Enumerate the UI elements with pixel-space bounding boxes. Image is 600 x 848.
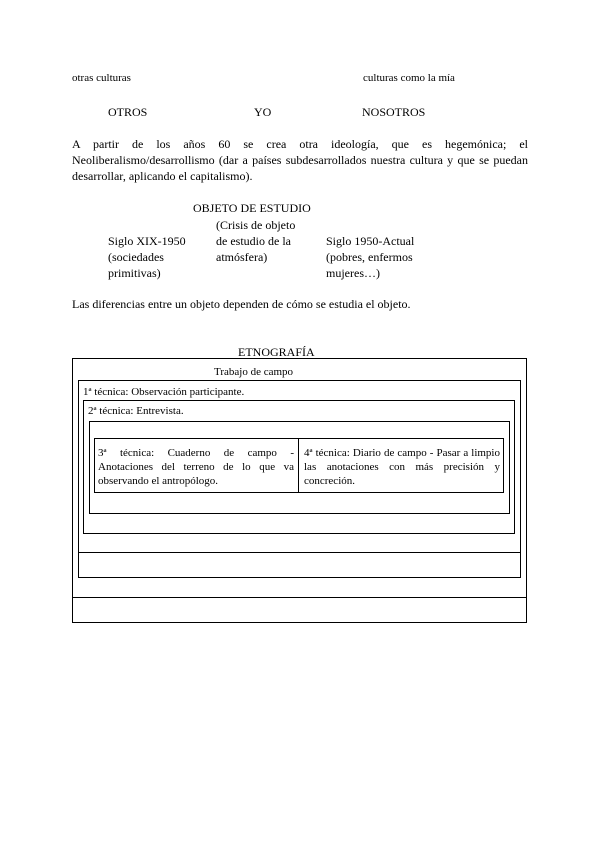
objeto-middle-line: (Crisis de objeto — [216, 218, 296, 232]
objeto-right-line: mujeres…) — [326, 266, 380, 280]
objeto-left-column — [108, 233, 186, 281]
paragraph-diferencias: Las diferencias entre un objeto dependen de cómo se estudia el objeto. — [72, 297, 411, 311]
tecnica-4-cell: 4ª técnica: Diario de campo - Pasar a limpio las anotaciones con más precisión y concreción. — [304, 447, 500, 487]
objeto-left-line: primitivas) — [108, 266, 161, 280]
objeto-title: OBJETO DE ESTUDIO — [193, 201, 311, 215]
outer-box-divider — [72, 597, 527, 598]
paragraph-neoliberalismo: A partir de los años 60 se crea otra ideología, que es hegemónica; el Neoliberalismo/desarrollismo (dar a países subdesarrollados nuestra cultura y que se puedan desarrollar, aplicando el capitalismo). — [72, 137, 528, 183]
objeto-middle-line: atmósfera) — [216, 250, 268, 264]
objeto-right-column — [326, 233, 414, 281]
tecnica-1-label: 1ª técnica: Observación participante. — [83, 386, 245, 398]
objeto-middle-line: de estudio de la — [216, 234, 291, 248]
label-nosotros: NOSOTROS — [362, 105, 426, 119]
tecnica-2-label: 2ª técnica: Entrevista. — [88, 405, 184, 417]
etnografia-title: ETNOGRAFÍA — [238, 345, 315, 359]
objeto-middle-column — [216, 217, 295, 265]
label-otros: OTROS — [108, 105, 148, 119]
level1-box-divider — [78, 552, 521, 553]
objeto-right-line: Siglo 1950-Actual — [326, 234, 415, 248]
trabajo-de-campo-label: Trabajo de campo — [214, 366, 294, 378]
label-yo: YO — [254, 105, 272, 119]
tecnica-3-cell: 3ª técnica: Cuaderno de campo - Anotaciones del terreno de lo que va observando el antropólogo. — [98, 447, 294, 487]
objeto-left-line: Siglo XIX-1950 — [108, 234, 186, 248]
tecnicas-table-divider — [298, 438, 299, 493]
objeto-left-line: (sociedades — [108, 250, 164, 264]
objeto-right-line: (pobres, enfermos — [326, 250, 413, 264]
top-left-text: otras culturas — [72, 72, 131, 84]
top-right-text: culturas como la mía — [363, 72, 455, 84]
